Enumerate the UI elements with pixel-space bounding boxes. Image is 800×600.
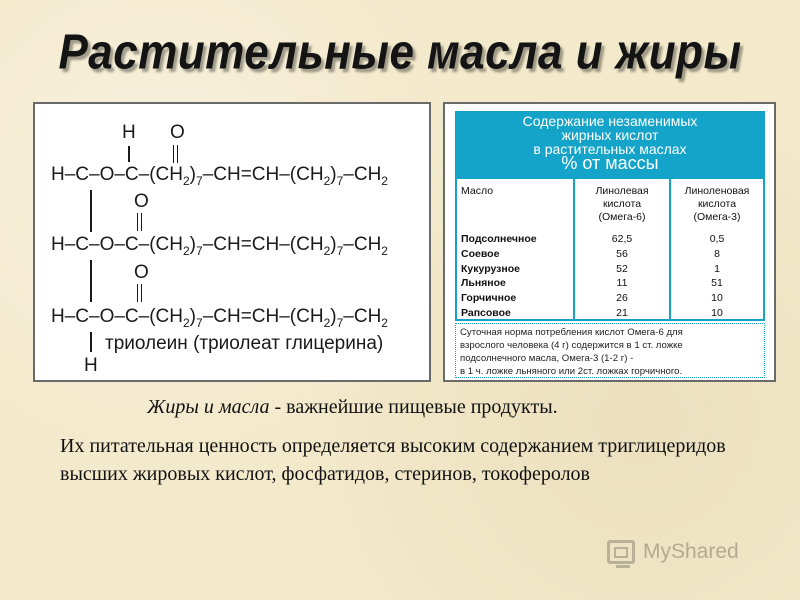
table-cell: Горчичное (461, 292, 517, 305)
note-line: Суточная норма потребления кислот Омега-6 для (460, 327, 683, 338)
body-paragraph: Их питательная ценность определяется высоким содержанием триглицеридов высших жировых кислот, фосфатидов, стеринов, токоферолов (60, 435, 726, 485)
table-cell: 10 (711, 306, 723, 319)
double-bond (173, 145, 178, 163)
note-line: в 1 ч. ложке льняного или 2ст. ложках горчичного. (460, 366, 683, 377)
table-cell: 10 (711, 292, 723, 305)
col-header-line: кислота (602, 198, 642, 210)
formula-o-1: O (170, 122, 185, 143)
note-line: взрослого человека (4 г) содержится в 1 ст. ложке (460, 340, 683, 351)
table-cell: 56 (616, 247, 628, 260)
formula-caption: триолеин (триолеат глицерина) (105, 333, 384, 354)
table-cell: 52 (616, 262, 628, 275)
formula-h-bottom: H (84, 355, 98, 376)
formula-o-3: O (134, 262, 149, 283)
table-cell: Подсолнечное (461, 233, 537, 245)
bond-line (90, 190, 92, 232)
table-header-line: % от массы (561, 153, 659, 173)
table-cell: 0,5 (709, 233, 725, 245)
table-cell: Кукурузное (461, 262, 520, 275)
col-header-line: Линолевая (595, 185, 649, 197)
formula-row-3: $H-C-O-C-(CH_2)_7-CH=CH-(CH_2)_7-CH_2$ (51, 306, 388, 330)
bond-line (90, 260, 92, 302)
col-header-omega6 (575, 185, 669, 224)
table-cell: 62,5 (611, 233, 633, 245)
myshared-logo[interactable] (607, 536, 767, 576)
table-header-line: Содержание незаменимых (522, 113, 698, 129)
column-omega3 (671, 179, 763, 319)
note-line: подсолнечного масла, Омега-3 (1-2 г) - (460, 353, 634, 364)
formula-h-top: H (122, 122, 136, 143)
table-cell: 1 (714, 262, 720, 275)
formula-row-2: $H-C-O-C-(CH_2)_7-CH=CH-(CH_2)_7-CH_2$ (51, 234, 388, 258)
double-bond (137, 213, 142, 231)
table-grid (455, 179, 765, 321)
bond-line (128, 146, 130, 162)
table-cell: Соевое (461, 247, 500, 260)
table-cell: 11 (616, 277, 628, 290)
table-cell: Льняное (461, 277, 506, 290)
table-cell: 26 (616, 292, 628, 305)
logo-text: MyShared (643, 540, 739, 563)
table-header (455, 111, 765, 179)
fatty-acids-table-panel (443, 102, 776, 382)
column-oil (457, 179, 575, 319)
slide-title: Растительные масла и жиры (58, 25, 742, 80)
col-header-line: (Омега-6) (598, 211, 646, 223)
formula-o-2: O (134, 191, 149, 212)
myshared-logo-icon (607, 540, 635, 564)
table-cell: 21 (616, 306, 628, 319)
triolein-structural-formula (33, 102, 431, 382)
col-header-oil: Масло (461, 185, 494, 197)
double-bond (137, 284, 142, 302)
col-header-omega3 (671, 185, 763, 224)
col-header-line: (Омега-3) (693, 211, 741, 223)
formula-row-1: $H-C-O-C-(CH_2)_7-CH=CH-(CH_2)_7-CH_2$ (51, 164, 388, 188)
table-header-line: в растительных маслах (533, 141, 687, 157)
daily-norm-note (455, 323, 765, 378)
table-cell: 51 (711, 277, 723, 290)
col-header-line: Линоленовая (684, 185, 750, 197)
statement-italic: Жиры и масла (147, 396, 270, 418)
statement-line (147, 396, 558, 419)
column-omega6 (575, 179, 671, 319)
bond-line (90, 332, 92, 352)
table-cell: Рапсовое (461, 306, 511, 319)
statement-rest: - важнейшие пищевые продукты. (269, 396, 558, 418)
col-header-line: кислота (697, 198, 737, 210)
table-cell: 8 (714, 247, 720, 260)
table-header-line: жирных кислот (561, 127, 659, 143)
